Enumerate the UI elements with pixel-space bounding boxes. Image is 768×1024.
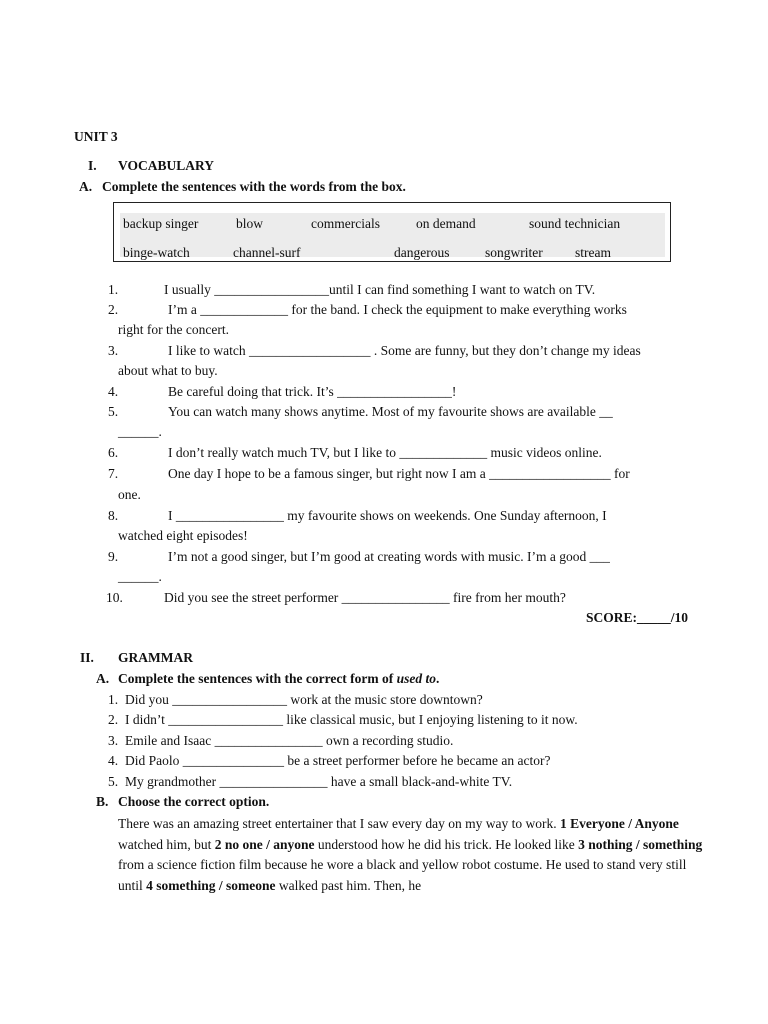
grammar-item-text: I didn’t _________________ like classical music, but I enjoying listening to it now.	[125, 712, 578, 727]
grammar-item-text: Did you _________________ work at the music store downtown?	[125, 692, 483, 707]
vocab-item-text-cont: right for the concert.	[118, 322, 229, 337]
section-1-number: I.	[88, 158, 97, 173]
grammar-item-text: Did Paolo _______________ be a street performer before he became an actor?	[125, 753, 551, 768]
grammar-item-text: Emile and Isaac ________________ own a recording studio.	[125, 733, 454, 748]
word-box-item: songwriter	[485, 245, 543, 260]
option-2: 2 no one / anyone	[214, 836, 315, 852]
option-3: 3 nothing / something	[578, 836, 703, 852]
vocab-item-text: I don’t really watch much TV, but I like to _____________ music videos online.	[168, 445, 602, 460]
reading-passage: There was an amazing street entertainer that I saw every day on my way to work. 1 Everyone / Anyone watched him, but 2 no one / anyone understood how he did his trick. He looked like 3 nothing / something from a science fiction film because he wore a black and yellow robot costume. He used to stand very still until 4 something / someone walked past him. Then, he	[118, 816, 703, 893]
grammar-item-text: My grandmother ________________ have a small black-and-white TV.	[125, 774, 513, 789]
vocab-item-number: 7.	[108, 466, 119, 481]
option-1: 1 Everyone / Anyone	[559, 816, 679, 831]
section-2-title: GRAMMAR	[118, 650, 193, 665]
vocab-item-number: 9.	[108, 549, 119, 564]
vocab-item-number: 8.	[108, 508, 119, 523]
section-2-number: II.	[80, 650, 94, 665]
section-1-part-a-instruction: Complete the sentences with the words from the box.	[102, 179, 406, 194]
section-2-part-b-instruction: Choose the correct option.	[118, 794, 270, 809]
section-2-part-b-label: B.	[96, 794, 109, 809]
vocab-item-text-cont: about what to buy.	[118, 363, 218, 378]
used-to-emphasis: used to	[396, 671, 437, 686]
vocab-item-text-cont: ______.	[118, 569, 162, 584]
vocab-item-text: I’m a _____________ for the band. I check the equipment to make everything works	[168, 302, 627, 317]
word-box-item: channel-surf	[233, 245, 301, 260]
vocab-item-number: 10.	[106, 590, 123, 605]
word-box-item: backup singer	[123, 216, 199, 231]
vocab-item-text: I ________________ my favourite shows on weekends. One Sunday afternoon, I	[168, 508, 607, 523]
vocab-item-number: 1.	[108, 282, 119, 297]
word-box-item: on demand	[416, 216, 476, 231]
vocab-item-text: You can watch many shows anytime. Most of my favourite shows are available __	[168, 404, 613, 419]
score-line: SCORE:_____/10	[586, 610, 689, 625]
word-box-item: sound technician	[529, 216, 621, 231]
grammar-item-number: 4.	[108, 753, 119, 768]
vocab-item-text: I like to watch __________________ . Some are funny, but they don’t change my ideas	[168, 343, 641, 358]
word-box-item: commercials	[311, 216, 380, 231]
word-box-item: stream	[575, 245, 611, 260]
grammar-item-number: 3.	[108, 733, 119, 748]
word-box-item: dangerous	[394, 245, 450, 260]
vocab-item-text-cont: watched eight episodes!	[118, 528, 248, 543]
word-box-item: binge-watch	[123, 245, 190, 260]
option-4: 4 something / someone	[146, 877, 276, 893]
section-2-part-a-instruction: Complete the sentences with the correct form of used to.	[118, 671, 440, 686]
section-2-part-a-label: A.	[96, 671, 110, 686]
grammar-item-number: 2.	[108, 712, 119, 727]
grammar-item-number: 1.	[108, 692, 119, 707]
vocab-item-text-cont: ______.	[118, 424, 162, 439]
word-box	[113, 202, 671, 262]
vocab-item-text: I usually _________________until I can find something I want to watch on TV.	[164, 282, 596, 297]
vocab-item-number: 6.	[108, 445, 119, 460]
vocab-item-text: One day I hope to be a famous singer, but right now I am a __________________ for	[168, 466, 630, 481]
vocab-item-text: Did you see the street performer ________________ fire from her mouth?	[164, 590, 566, 605]
vocab-item-text: Be careful doing that trick. It’s _________________!	[168, 384, 457, 399]
vocab-item-number: 2.	[108, 302, 119, 317]
word-box-item: blow	[236, 216, 263, 231]
unit-title: UNIT 3	[74, 129, 118, 144]
vocab-item-number: 4.	[108, 384, 119, 399]
vocab-item-text: I’m not a good singer, but I’m good at creating words with music. I’m a good ___	[168, 549, 610, 564]
vocab-item-number: 3.	[108, 343, 119, 358]
section-1-title: VOCABULARY	[118, 158, 215, 173]
grammar-item-number: 5.	[108, 774, 119, 789]
section-1-part-a-label: A.	[79, 179, 93, 194]
vocab-item-text-cont: one.	[118, 487, 141, 502]
vocab-item-number: 5.	[108, 404, 119, 419]
